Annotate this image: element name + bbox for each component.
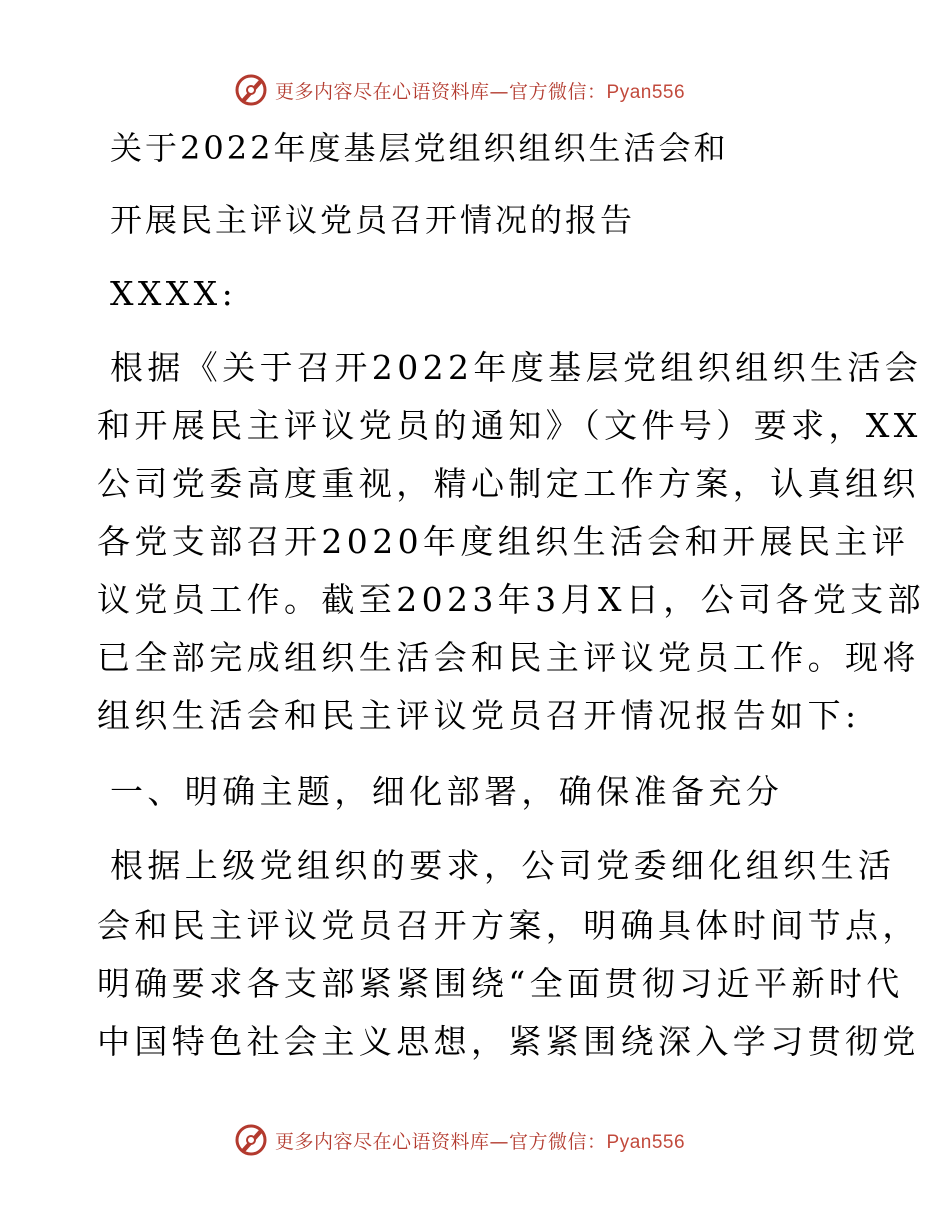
paragraph-line: 中国特色社会主义思想，紧紧围绕深入学习贯彻党 bbox=[97, 1022, 920, 1061]
banner-text: 更多内容尽在心语资料库—官方微信：Pyan556 bbox=[275, 1130, 686, 1153]
paragraph-line: 各党支部召开2020年度组织生活会和开展民主评 bbox=[97, 522, 910, 561]
header-banner bbox=[233, 72, 685, 108]
paragraph-line: 议党员工作。截至2023年3月X日，公司各党支部 bbox=[97, 580, 926, 619]
paragraph-line: 会和民主评议党员召开方案，明确具体时间节点， bbox=[97, 906, 920, 945]
quill-seal-icon bbox=[233, 72, 269, 108]
banner-text: 更多内容尽在心语资料库—官方微信：Pyan556 bbox=[275, 80, 686, 103]
document-title-line2: 开展民主评议党员召开情况的报告 bbox=[110, 201, 636, 239]
paragraph-line: 已全部完成组织生活会和民主评议党员工作。现将 bbox=[97, 638, 920, 677]
quill-seal-icon bbox=[233, 1122, 269, 1158]
paragraph-line: 根据《关于召开2022年度基层党组织组织生活会 bbox=[110, 348, 923, 387]
paragraph-line: 根据上级党组织的要求，公司党委细化组织生活 bbox=[110, 846, 896, 885]
section-heading-1: 一、明确主题，细化部署，确保准备充分 bbox=[110, 772, 784, 811]
document-title-line1: 关于2022年度基层党组织组织生活会和 bbox=[110, 129, 729, 167]
wechat-id: Pyan556 bbox=[606, 81, 686, 103]
paragraph-line: 组织生活会和民主评议党员召开情况报告如下: bbox=[97, 696, 861, 735]
paragraph-line: 公司党委高度重视，精心制定工作方案，认真组织 bbox=[97, 464, 920, 503]
footer-banner bbox=[233, 1122, 685, 1158]
addressee: XXXX: bbox=[110, 274, 238, 313]
paragraph-line: 明确要求各支部紧紧围绕“全面贯彻习近平新时代 bbox=[97, 964, 904, 1003]
paragraph-line: 和开展民主评议党员的通知》（文件号）要求，XX bbox=[97, 406, 922, 445]
wechat-id: Pyan556 bbox=[606, 1131, 686, 1153]
